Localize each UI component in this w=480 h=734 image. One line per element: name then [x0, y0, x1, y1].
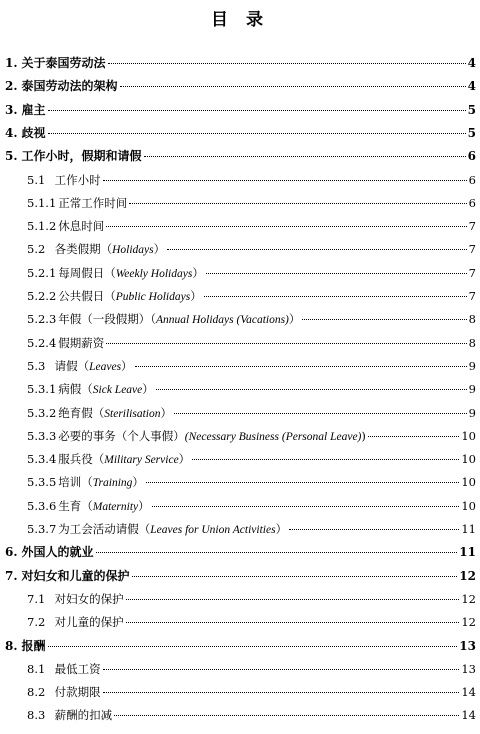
- toc-entry-number: 7.: [5, 568, 18, 583]
- toc-entry[interactable]: [5, 100, 476, 120]
- toc-entry-text: 必要的事务（个人事假）: [58, 428, 185, 443]
- toc-entry-label: [5, 542, 94, 562]
- toc-entry-text: 生育（: [58, 498, 93, 513]
- toc-entry[interactable]: [27, 379, 476, 399]
- toc-page-number: 4: [467, 79, 476, 94]
- toc-entry-number: 3.: [5, 102, 18, 117]
- toc-entry-number: 5.3.7: [27, 522, 57, 536]
- toc-entry[interactable]: [27, 333, 476, 353]
- toc-entry-number: 7.2: [27, 615, 46, 630]
- toc-page-number: 11: [459, 545, 476, 560]
- toc-page-number: 6: [468, 172, 476, 187]
- toc-leader-dots: [167, 249, 467, 250]
- toc-entry-number: 5.1.1: [27, 195, 57, 210]
- toc-entry[interactable]: [5, 146, 476, 166]
- toc-entry-label: [27, 356, 133, 377]
- toc-entry-number: 5.3.2: [27, 405, 57, 420]
- toc-entry-english: Leaves for Union Activities: [150, 524, 276, 536]
- toc-entry-closing: ）: [160, 405, 172, 420]
- toc-page-number: 6: [468, 195, 476, 210]
- toc-entry-label: [27, 472, 144, 493]
- toc-entry-english: Sick Leave: [92, 384, 143, 397]
- toc-entry[interactable]: [27, 705, 476, 725]
- toc-leader-dots: [103, 669, 460, 670]
- toc-entry[interactable]: [27, 682, 476, 702]
- toc-entry-text: 歧视: [21, 125, 46, 140]
- toc-page-number: 14: [461, 685, 476, 700]
- toc-entry-number: 5.2.4: [27, 335, 57, 350]
- toc-entry-number: 4.: [5, 125, 18, 140]
- toc-entry-number: 5.2.3: [27, 312, 57, 327]
- toc-entry-label: [5, 636, 46, 656]
- toc-entry-label: [27, 612, 124, 632]
- toc-leader-dots: [114, 715, 459, 716]
- toc-entry-english: Public Holidays: [115, 291, 191, 303]
- toc-entry-label: [27, 286, 202, 307]
- toc-entry-number: 5.2.2: [27, 289, 57, 303]
- page-title: 目 录: [211, 10, 269, 30]
- toc-entry-number: 7.1: [27, 591, 46, 606]
- toc-page-number: 7: [468, 219, 476, 234]
- toc-entry[interactable]: [27, 589, 476, 609]
- toc-entry-text: 对妇女和儿童的保护: [21, 568, 130, 583]
- toc-entry-label: [27, 170, 101, 190]
- toc-entry-number: 5.3: [27, 358, 46, 373]
- toc-entry-text: 最低工资: [47, 661, 101, 676]
- toc-entry[interactable]: [27, 216, 476, 236]
- toc-leader-dots: [289, 529, 459, 530]
- toc-page-number: 10: [461, 475, 476, 490]
- toc-entry-label: [27, 263, 204, 284]
- toc-leader-dots: [120, 86, 466, 87]
- toc-entry[interactable]: [27, 403, 476, 423]
- toc-entry-english: Training: [92, 477, 133, 490]
- toc-entry-text: 公共假日（: [58, 289, 116, 303]
- toc-entry-label: [27, 705, 112, 725]
- toc-entry-text: 年假（一段假期）（: [58, 312, 157, 327]
- toc-entry[interactable]: [5, 566, 476, 586]
- toc-entry-label: [27, 309, 300, 330]
- toc-page-number: 12: [461, 615, 476, 630]
- toc-page-number: 5: [467, 102, 476, 117]
- toc-page-number: 7: [468, 242, 476, 257]
- toc-entry-label: [27, 216, 104, 236]
- toc-leader-dots: [48, 110, 466, 111]
- toc-entry-closing: ）: [275, 522, 288, 536]
- toc-page-number: 4: [467, 56, 476, 70]
- toc-entry-closing: ）: [142, 382, 154, 397]
- toc-entry-label: [5, 53, 106, 73]
- toc-entry-closing: ）: [192, 265, 204, 280]
- toc-entry-number: 5.3.1: [27, 382, 57, 397]
- toc-entry[interactable]: [5, 542, 476, 562]
- toc-leader-dots: [48, 646, 458, 647]
- toc-entry[interactable]: [27, 286, 476, 306]
- toc-entry-label: [27, 449, 190, 470]
- toc-leader-dots: [96, 552, 458, 553]
- toc-page-number: 7: [468, 289, 476, 303]
- toc-entry-number: 5.1.2: [27, 219, 57, 234]
- toc-entry-number: 5.2.1: [27, 265, 57, 280]
- toc-entry-number: 8.: [5, 638, 18, 653]
- toc-entry-text: 外国人的就业: [21, 545, 94, 560]
- toc-entry-label: [5, 146, 142, 166]
- toc-leader-dots: [132, 576, 458, 577]
- toc-entry-label: [27, 403, 172, 424]
- toc-entry-closing: ）: [178, 452, 191, 467]
- toc-entry-english: Military Service: [104, 454, 179, 467]
- toc-leader-dots: [204, 296, 467, 297]
- toc-page-number: 8: [468, 335, 476, 350]
- toc-entry-english: Maternity: [92, 500, 139, 513]
- toc-page-number: 9: [468, 382, 476, 397]
- toc-entry[interactable]: [27, 239, 476, 259]
- toc-entry-text: 报酬: [21, 638, 46, 653]
- toc-entry[interactable]: [27, 659, 476, 679]
- toc-entry-text: 每周假日（: [58, 265, 116, 280]
- toc-entry-label: [27, 239, 165, 260]
- toc-entry-closing: ）: [138, 498, 150, 513]
- toc-entry-number: 1.: [5, 56, 18, 70]
- toc-leader-dots: [146, 482, 459, 483]
- toc-entry[interactable]: [27, 426, 476, 446]
- toc-entry-text: 休息时间: [58, 219, 105, 234]
- toc-entry-number: 8.3: [27, 708, 46, 723]
- toc-entry[interactable]: [27, 193, 476, 213]
- toc-entry-text: 对妇女的保护: [47, 591, 124, 606]
- toc-entry-number: 2.: [5, 79, 18, 94]
- toc-leader-dots: [108, 63, 466, 64]
- toc-page-number: 10: [461, 428, 476, 443]
- toc-page-number: 8: [468, 312, 476, 327]
- toc-entry-label: [27, 659, 101, 679]
- toc-entry[interactable]: [27, 472, 476, 492]
- toc-page-number: 13: [461, 661, 476, 676]
- toc-leader-dots: [302, 319, 466, 320]
- toc-leader-dots: [103, 692, 460, 693]
- toc-entry-english: Leaves: [89, 360, 122, 373]
- toc-page-number: 10: [461, 452, 476, 467]
- toc-entry[interactable]: [27, 170, 476, 190]
- toc-entry-text: 为工会活动请假（: [58, 522, 151, 536]
- toc-entry-text: 工作小时: [47, 172, 101, 187]
- toc-entry[interactable]: [27, 519, 476, 539]
- toc-entry[interactable]: [5, 76, 476, 96]
- toc-page-number: 7: [468, 265, 476, 280]
- toc-entry-english: Sterilisation: [104, 407, 161, 420]
- toc-entry[interactable]: [27, 356, 476, 376]
- toc-leader-dots: [206, 273, 467, 274]
- toc-entry-number: 5.3.5: [27, 475, 57, 490]
- toc-page-number: 9: [468, 358, 476, 373]
- toc-entry-english: Holidays: [112, 244, 154, 257]
- toc-entry-text: 关于泰国劳动法: [21, 56, 106, 70]
- toc-leader-dots: [106, 226, 466, 227]
- toc-entry-number: 8.1: [27, 661, 46, 676]
- toc-page-number: 14: [461, 708, 476, 723]
- toc-entry-text: 雇主: [21, 102, 46, 117]
- toc-leader-dots: [103, 180, 467, 181]
- toc-entry-english: Weekly Holidays: [115, 267, 193, 280]
- toc-entry-english: (Necessary Business (Personal Leave): [184, 430, 362, 443]
- toc-leader-dots: [156, 389, 467, 390]
- toc-entry-label: [5, 566, 130, 586]
- toc-entry-label: [27, 379, 154, 400]
- toc-entry-text: 病假（: [58, 382, 93, 397]
- toc-entry-label: [27, 496, 150, 517]
- toc-entry-label: [5, 123, 46, 143]
- toc-entry-text: 服兵役（: [58, 452, 105, 467]
- toc-entry-text: 假期薪资: [58, 335, 105, 350]
- toc-entry-label: [27, 589, 124, 609]
- toc-leader-dots: [368, 436, 459, 437]
- toc-entry-closing: ）: [288, 312, 301, 327]
- toc-entry-label: [27, 519, 287, 540]
- toc-leader-dots: [126, 622, 460, 623]
- toc-leader-dots: [152, 506, 460, 507]
- toc-entry-label: [27, 193, 127, 213]
- toc-leader-dots: [48, 133, 466, 134]
- toc-entry-label: [27, 682, 101, 702]
- toc-leader-dots: [174, 413, 467, 414]
- toc-leader-dots: [135, 366, 467, 367]
- toc-entry-text: 对儿童的保护: [47, 615, 124, 630]
- toc-entry-number: 8.2: [27, 685, 46, 700]
- toc-entry-label: [5, 100, 46, 120]
- toc-page-number: 12: [459, 568, 476, 583]
- toc-leader-dots: [144, 156, 466, 157]
- toc-page-number: 12: [461, 591, 476, 606]
- toc-entry[interactable]: [5, 123, 476, 143]
- toc-entry-label: [27, 426, 366, 447]
- toc-entry-text: 培训（: [58, 475, 93, 490]
- toc-entry[interactable]: [27, 309, 476, 329]
- toc-entry-text: 绝育假（: [58, 405, 105, 420]
- toc-entry-label: [5, 76, 118, 96]
- toc-entry-text: 请假（: [47, 358, 90, 373]
- toc-page-number: 9: [468, 405, 476, 420]
- toc-leader-dots: [106, 343, 466, 344]
- toc-entry-text: 付款期限: [47, 685, 101, 700]
- toc-leader-dots: [192, 459, 459, 460]
- toc-entry-number: 6.: [5, 545, 18, 560]
- toc-entry-number: 5.2: [27, 242, 46, 257]
- toc-entry-closing: ）: [190, 289, 202, 303]
- toc-entry-english: Annual Holidays (Vacations): [156, 314, 289, 327]
- toc-entry-label: [27, 333, 104, 353]
- toc-entry-number: 5.3.3: [27, 428, 57, 443]
- toc-entry-text: 正常工作时间: [58, 195, 128, 210]
- toc-entry-closing: ): [361, 428, 366, 443]
- toc-page-number: 6: [467, 149, 476, 164]
- toc-entry-number: 5.1: [27, 172, 46, 187]
- toc-entry[interactable]: [27, 263, 476, 283]
- toc-entry-text: 泰国劳动法的架构: [21, 79, 118, 94]
- toc-entry[interactable]: [27, 612, 476, 632]
- toc-entry-number: 5.: [5, 149, 18, 164]
- toc-page-number: 10: [461, 498, 476, 513]
- toc-leader-dots: [126, 599, 460, 600]
- toc-entry-closing: ）: [153, 242, 166, 257]
- toc-page-number: 5: [467, 125, 476, 140]
- toc-entry[interactable]: [27, 496, 476, 516]
- toc-entry[interactable]: [5, 53, 476, 73]
- toc-entry-closing: ）: [132, 475, 144, 490]
- toc-page-number: 11: [461, 522, 476, 536]
- toc-page-number: 13: [459, 638, 476, 653]
- toc-entry-text: 薪酬的扣减: [47, 708, 113, 723]
- toc-entry-number: 5.3.6: [27, 498, 57, 513]
- toc-entry[interactable]: [27, 449, 476, 469]
- toc-entry-text: 各类假期（: [47, 242, 113, 257]
- toc-entry-closing: ）: [121, 358, 133, 373]
- toc-entry[interactable]: [5, 636, 476, 656]
- toc-leader-dots: [129, 203, 466, 204]
- toc-entry-text: 工作小时，假期和请假: [21, 149, 142, 164]
- toc-entry-number: 5.3.4: [27, 452, 57, 467]
